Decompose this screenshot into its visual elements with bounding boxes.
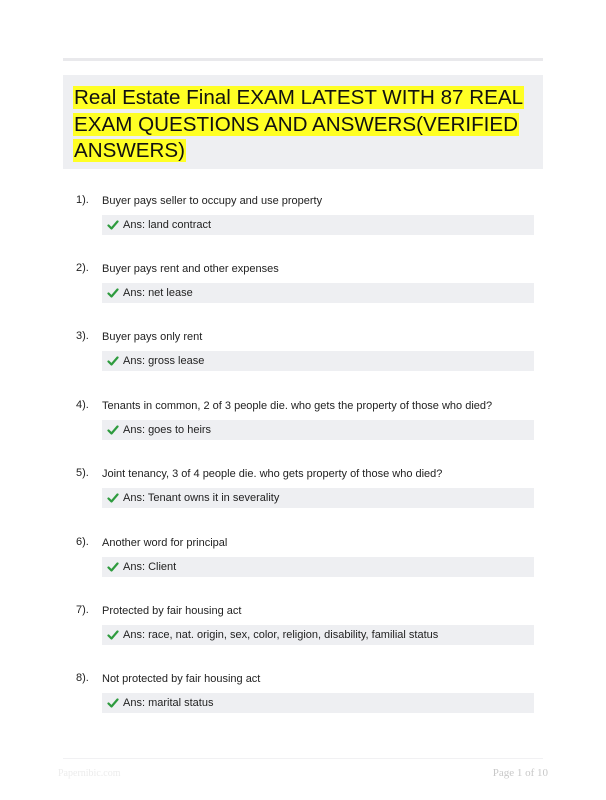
question-text: Buyer pays rent and other expenses xyxy=(102,263,279,275)
check-icon xyxy=(107,287,119,299)
question-number: 3). xyxy=(76,330,89,342)
page-indicator: Page 1 of 10 xyxy=(492,767,548,779)
question-text: Buyer pays only rent xyxy=(102,331,203,343)
document-title-highlight: Real Estate Final EXAM LATEST WITH 87 REAL EXAM QUESTIONS AND ANSWERS(VERIFIED ANSWERS) xyxy=(74,86,524,162)
question-number: 8). xyxy=(76,672,89,684)
question-text: Another word for principal xyxy=(102,537,228,549)
question-number: 7). xyxy=(76,604,89,616)
question-item-8 xyxy=(63,671,543,731)
check-icon xyxy=(107,561,119,573)
question-item-6 xyxy=(63,535,543,595)
question-number: 4). xyxy=(76,399,89,411)
question-item-2 xyxy=(63,261,543,321)
answer-text: Ans: net lease xyxy=(123,287,193,299)
top-divider xyxy=(63,58,543,61)
answer-box xyxy=(102,625,534,645)
question-item-5 xyxy=(63,466,543,526)
check-icon xyxy=(107,697,119,709)
answer-box xyxy=(102,488,534,508)
check-icon xyxy=(107,629,119,641)
question-text: Tenants in common, 2 of 3 people die. who gets the property of those who died? xyxy=(102,400,493,412)
question-item-4 xyxy=(63,398,543,458)
question-text: Buyer pays seller to occupy and use property xyxy=(102,195,323,207)
question-text: Not protected by fair housing act xyxy=(102,673,261,685)
answer-text: Ans: Tenant owns it in severality xyxy=(123,492,280,504)
answer-text: Ans: land contract xyxy=(123,219,212,231)
question-number: 5). xyxy=(76,467,89,479)
document-title xyxy=(73,85,533,165)
question-item-3 xyxy=(63,329,543,389)
question-item-7 xyxy=(63,603,543,663)
bottom-divider xyxy=(63,758,543,759)
answer-text: Ans: marital status xyxy=(123,697,214,709)
check-icon xyxy=(107,219,119,231)
answer-box xyxy=(102,420,534,440)
answer-box xyxy=(102,215,534,235)
question-text: Protected by fair housing act xyxy=(102,605,242,617)
question-number: 6). xyxy=(76,536,89,548)
answer-box xyxy=(102,693,534,713)
title-banner xyxy=(63,75,543,169)
check-icon xyxy=(107,424,119,436)
footer-watermark: Papernibic.com xyxy=(58,768,121,779)
question-number: 2). xyxy=(76,262,89,274)
check-icon xyxy=(107,492,119,504)
answer-text: Ans: goes to heirs xyxy=(123,424,212,436)
answer-text: Ans: race, nat. origin, sex, color, religion, disability, familial status xyxy=(123,629,439,641)
answer-box xyxy=(102,351,534,371)
answer-box xyxy=(102,283,534,303)
question-number: 1). xyxy=(76,194,89,206)
answer-box xyxy=(102,557,534,577)
answer-text: Ans: gross lease xyxy=(123,355,205,367)
check-icon xyxy=(107,355,119,367)
answer-text: Ans: Client xyxy=(123,561,177,573)
question-item-1 xyxy=(63,193,543,253)
question-text: Joint tenancy, 3 of 4 people die. who gets property of those who died? xyxy=(102,468,443,480)
